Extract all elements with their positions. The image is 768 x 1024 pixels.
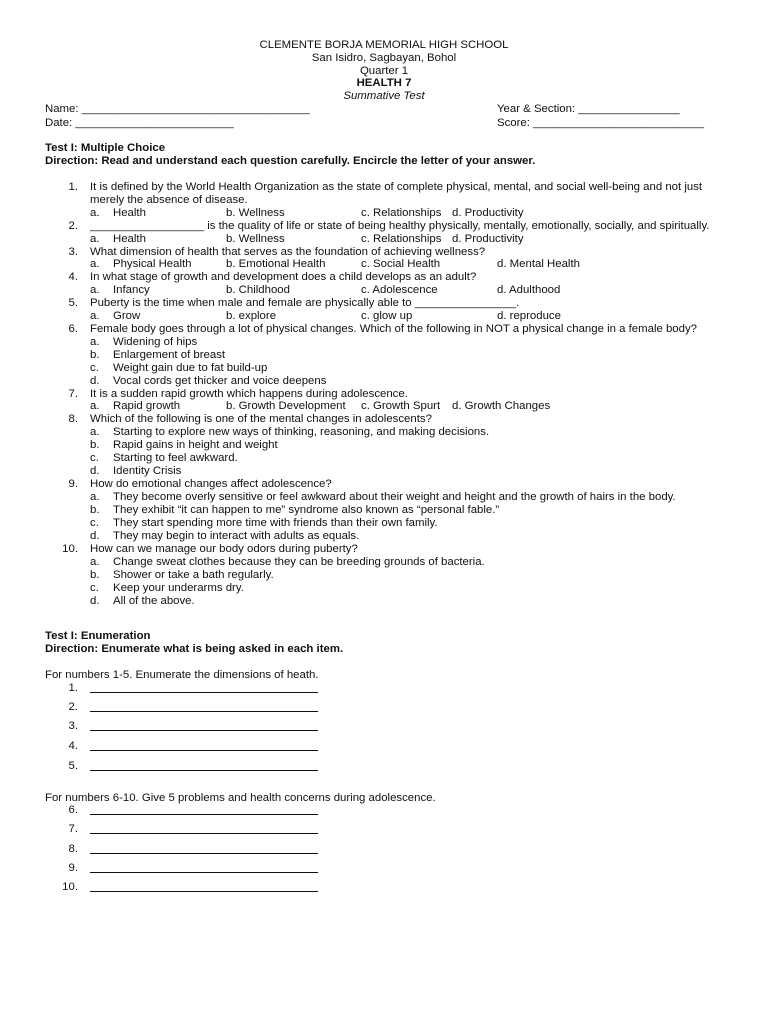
option-letter: a. [90, 491, 100, 503]
test2-direction: Direction: Enumerate what is being asked in each item. [45, 643, 344, 655]
question-text: Female body goes through a lot of physical changes. Which of the following in NOT a physical change in a female body? [90, 323, 698, 335]
question-text: Puberty is the time when male and female are physically able to ________________. [90, 297, 520, 309]
name-field: Name: ____________________________________ [45, 103, 310, 115]
question-number: 8. [68, 413, 78, 425]
question-text: Which of the following is one of the mental changes in adolescents? [90, 413, 432, 425]
option-text: Enlargement of breast [113, 349, 226, 361]
choice-a: Health [113, 207, 146, 219]
option-text: Starting to feel awkward. [113, 452, 238, 464]
option-letter: a. [90, 336, 100, 348]
choice-d: d. Adulthood [497, 284, 561, 296]
score-field: Score: ___________________________ [497, 117, 705, 129]
question-number: 7. [68, 388, 78, 400]
choice-b: b. Wellness [226, 207, 285, 219]
choice-letter: a. [90, 310, 100, 322]
option-letter: d. [90, 595, 100, 607]
option-text: Widening of hips [113, 336, 198, 348]
option-text: Vocal cords get thicker and voice deepens [113, 375, 327, 387]
answer-number: 9. [68, 862, 78, 874]
answer-line[interactable] [90, 720, 318, 731]
choice-letter: a. [90, 233, 100, 245]
option-text: All of the above. [113, 595, 195, 607]
choice-c: c. Social Health [361, 258, 441, 270]
answer-line[interactable] [90, 862, 318, 873]
option-text: They become overly sensitive or feel awkward about their weight and height and the growth of hairs in the body. [113, 491, 676, 503]
answer-line[interactable] [90, 740, 318, 751]
option-text: Rapid gains in height and weight [113, 439, 278, 451]
year-section-field: Year & Section: ________________ [497, 103, 680, 115]
answer-number: 7. [68, 823, 78, 835]
option-letter: b. [90, 569, 100, 581]
choice-c: c. glow up [361, 310, 413, 322]
choice-c: c. Adolescence [361, 284, 438, 296]
question-text: It is defined by the World Health Organization as the state of complete physical, mental, and social well-being and not just merely the absence of disease. [90, 181, 703, 206]
test1-title: Test I: Multiple Choice [45, 142, 166, 154]
test-type: Summative Test [343, 90, 425, 103]
question-number: 6. [68, 323, 78, 335]
choice-letter: a. [90, 400, 100, 412]
question-text: In what stage of growth and development does a child develops as an adult? [90, 271, 477, 283]
choice-a: Health [113, 233, 146, 245]
answer-line[interactable] [90, 701, 318, 712]
choice-d: d. Growth Changes [452, 400, 551, 412]
question-number: 5. [68, 297, 78, 309]
option-letter: a. [90, 556, 100, 568]
option-text: They exhibit “it can happen to me” syndrome also known as “personal fable.” [113, 504, 500, 516]
answer-line[interactable] [90, 881, 318, 892]
option-letter: c. [90, 582, 99, 594]
quarter-label: Quarter 1 [359, 64, 409, 77]
choice-letter: a. [90, 258, 100, 270]
answer-line[interactable] [90, 804, 318, 815]
answer-number: 1. [68, 682, 78, 694]
answer-line[interactable] [90, 760, 318, 771]
option-letter: c. [90, 362, 99, 374]
school-name: CLEMENTE BORJA MEMORIAL HIGH SCHOOL [259, 39, 509, 51]
answer-number: 10. [62, 881, 78, 893]
enumeration-prompt-2: For numbers 6-10. Give 5 problems and health concerns during adolescence. [45, 792, 436, 804]
option-text: Keep your underarms dry. [113, 582, 244, 594]
choice-a: Grow [113, 310, 141, 322]
question-number: 3. [68, 246, 78, 258]
choice-letter: a. [90, 284, 100, 296]
answer-number: 2. [68, 701, 78, 713]
option-text: They may begin to interact with adults as equals. [113, 530, 360, 542]
question-number: 4. [68, 271, 78, 283]
subject-title: HEALTH 7 [356, 77, 412, 90]
choice-c: c. Relationships [361, 233, 442, 245]
choice-d: d. reproduce [497, 310, 561, 322]
question-text: How do emotional changes affect adolescence? [90, 478, 332, 490]
choice-b: b. explore [226, 310, 277, 322]
choice-d: d. Productivity [452, 233, 524, 245]
test2-title: Test I: Enumeration [45, 630, 151, 642]
question-number: 2. [68, 220, 78, 232]
test1-direction: Direction: Read and understand each question carefully. Encircle the letter of your answer. [45, 155, 536, 167]
option-letter: c. [90, 452, 99, 464]
option-letter: c. [90, 517, 99, 529]
answer-number: 4. [68, 740, 78, 752]
choice-b: b. Growth Development [226, 400, 346, 412]
choice-b: b. Emotional Health [226, 258, 326, 270]
choice-a: Rapid growth [113, 400, 181, 412]
option-letter: b. [90, 504, 100, 516]
question-text: What dimension of health that serves as the foundation of achieving wellness? [90, 246, 486, 258]
answer-number: 3. [68, 720, 78, 732]
option-letter: d. [90, 375, 100, 387]
option-letter: b. [90, 349, 100, 361]
option-text: Change sweat clothes because they can be breeding grounds of bacteria. [113, 556, 485, 568]
date-field: Date: _________________________ [45, 117, 234, 129]
answer-line[interactable] [90, 843, 318, 854]
choice-d: d. Mental Health [497, 258, 580, 270]
enumeration-prompt-1: For numbers 1-5. Enumerate the dimensions of heath. [45, 669, 319, 681]
question-number: 9. [68, 478, 78, 490]
choice-b: b. Wellness [226, 233, 285, 245]
choice-b: b. Childhood [226, 284, 290, 296]
school-address: San Isidro, Sagbayan, Bohol [311, 51, 457, 64]
answer-number: 6. [68, 804, 78, 816]
question-number: 10. [62, 543, 78, 555]
answer-line[interactable] [90, 823, 318, 834]
document-header [0, 39, 768, 103]
question-number: 1. [68, 181, 78, 193]
question-text: __________________ is the quality of life or state of being healthy physically, mentally, emotionally, socially, and spiritually. [90, 220, 710, 232]
option-text: Shower or take a bath regularly. [113, 569, 274, 581]
answer-line[interactable] [90, 682, 318, 693]
option-letter: d. [90, 530, 100, 542]
option-letter: a. [90, 426, 100, 438]
question-text: It is a sudden rapid growth which happens during adolescence. [90, 388, 408, 400]
choice-a: Physical Health [113, 258, 192, 270]
answer-number: 5. [68, 760, 78, 772]
choice-d: d. Productivity [452, 207, 524, 219]
option-letter: b. [90, 439, 100, 451]
choice-c: c. Relationships [361, 207, 442, 219]
choice-c: c. Growth Spurt [361, 400, 441, 412]
option-letter: d. [90, 465, 100, 477]
option-text: They start spending more time with friends than their own family. [113, 517, 438, 529]
answer-number: 8. [68, 843, 78, 855]
choice-a: Infancy [113, 284, 150, 296]
option-text: Starting to explore new ways of thinking, reasoning, and making decisions. [113, 426, 490, 438]
option-text: Weight gain due to fat build-up [113, 362, 268, 374]
choice-letter: a. [90, 207, 100, 219]
option-text: Identity Crisis [113, 465, 182, 477]
question-text: How can we manage our body odors during puberty? [90, 543, 358, 555]
